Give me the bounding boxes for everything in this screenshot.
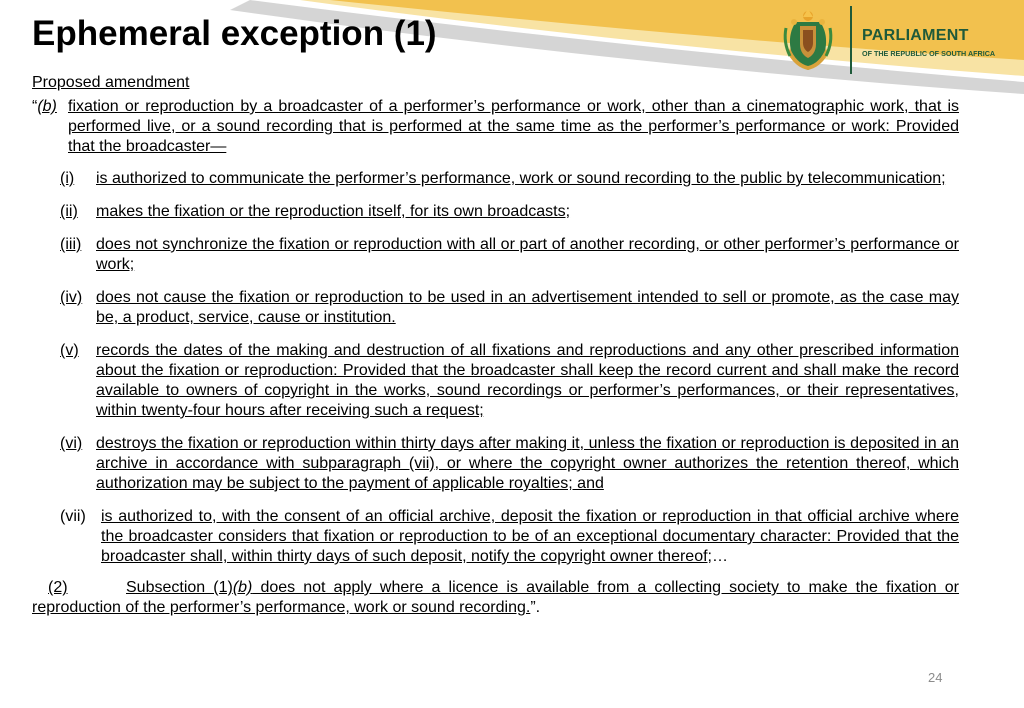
subitem-vi — [32, 434, 959, 494]
subitem-text-wrap — [101, 507, 959, 567]
subitem-text: does not cause the fixation or reproduction to be used in an advertisement intended to sell or promote, as the case may be, a product, service, cause or institution. — [96, 289, 959, 326]
page-number: 24 — [928, 670, 943, 685]
parliament-logo — [776, 6, 1016, 76]
ellipsis: … — [711, 548, 728, 565]
closing-quote: ”. — [530, 599, 541, 616]
clause-2-text-after: does not apply where a licence is available from a collecting society to make the fixation or reproduction of the performer’s performance, work or sound recording. — [32, 579, 960, 616]
subitem-text: destroys the fixation or reproduction within thirty days after making it, unless the fixation or reproduction is deposited in an archive in accordance with subparagraph (vii), or where the copyright owner authorizes the retention thereof, which authorization may be subject to the payment of applicable royalties; and — [96, 435, 959, 492]
subitem-iv — [32, 288, 959, 328]
item-b-marker — [32, 97, 68, 157]
subitem-text: is authorized to, with the consent of an official archive, deposit the fixation or reproduction in that official archive where the broadcaster considers that fixation or reproduction to be of an exceptional documentary character: Provided that the broadcaster shall, within thirty days of such deposit, notify the copyright owner thereof; — [101, 508, 959, 565]
clause-2 — [32, 578, 959, 618]
subitem-v — [32, 341, 959, 421]
opening-quote: “ — [32, 98, 38, 115]
subitem-text: is authorized to communicate the performer’s performance, work or sound recording to the public by telecommunication; — [96, 170, 946, 187]
coat-of-arms-icon — [776, 8, 840, 72]
item-b-text: fixation or reproduction by a broadcaster of a performer’s performance or work, other than a cinematographic work, that is performed live, or a sound recording that is performed at the same time as the performer’s performance or work: Provided that the broadcaster— — [68, 98, 959, 155]
subitem-marker: (iii) — [60, 236, 82, 253]
clause-2-number: (2) — [48, 579, 68, 596]
subheading: Proposed amendment — [32, 74, 190, 91]
subitem-ii — [32, 202, 959, 222]
subitem-i — [32, 169, 959, 189]
subitem-marker: (ii) — [60, 203, 78, 220]
subitem-marker: (i) — [60, 170, 75, 187]
subitem-text: does not synchronize the fixation or reproduction with all or part of another recording, or other performer’s performance or work; — [96, 236, 959, 273]
slide-title: Ephemeral exception (1) — [32, 14, 437, 53]
item-b-letter: (b) — [37, 98, 57, 115]
item-b — [32, 97, 959, 157]
clause-2-ref: (b) — [232, 579, 253, 596]
clause-2-text-before: Subsection (1) — [126, 579, 233, 596]
subitem-marker: (vii) — [60, 508, 86, 525]
logo-name: PARLIAMENT — [862, 27, 969, 44]
logo-subtitle: OF THE REPUBLIC OF SOUTH AFRICA — [862, 49, 996, 58]
subitem-marker: (vi) — [60, 435, 83, 452]
subitem-vii — [32, 507, 959, 567]
subitem-text: records the dates of the making and destruction of all fixations and reproductions and any other prescribed information about the fixation or reproduction: Provided that the broadcaster shall keep the record current and shall make the record available to owners of copyright in the works, sound recordings or performer’s performances, or their representatives, within twenty-four hours after receiving such a request; — [96, 342, 959, 419]
subitem-text: makes the fixation or the reproduction itself, for its own broadcasts; — [96, 203, 571, 220]
logo-divider — [850, 6, 852, 74]
subitem-iii — [32, 235, 959, 275]
subitem-marker: (iv) — [60, 289, 83, 306]
subitem-marker: (v) — [60, 342, 79, 359]
slide-body — [32, 73, 959, 618]
